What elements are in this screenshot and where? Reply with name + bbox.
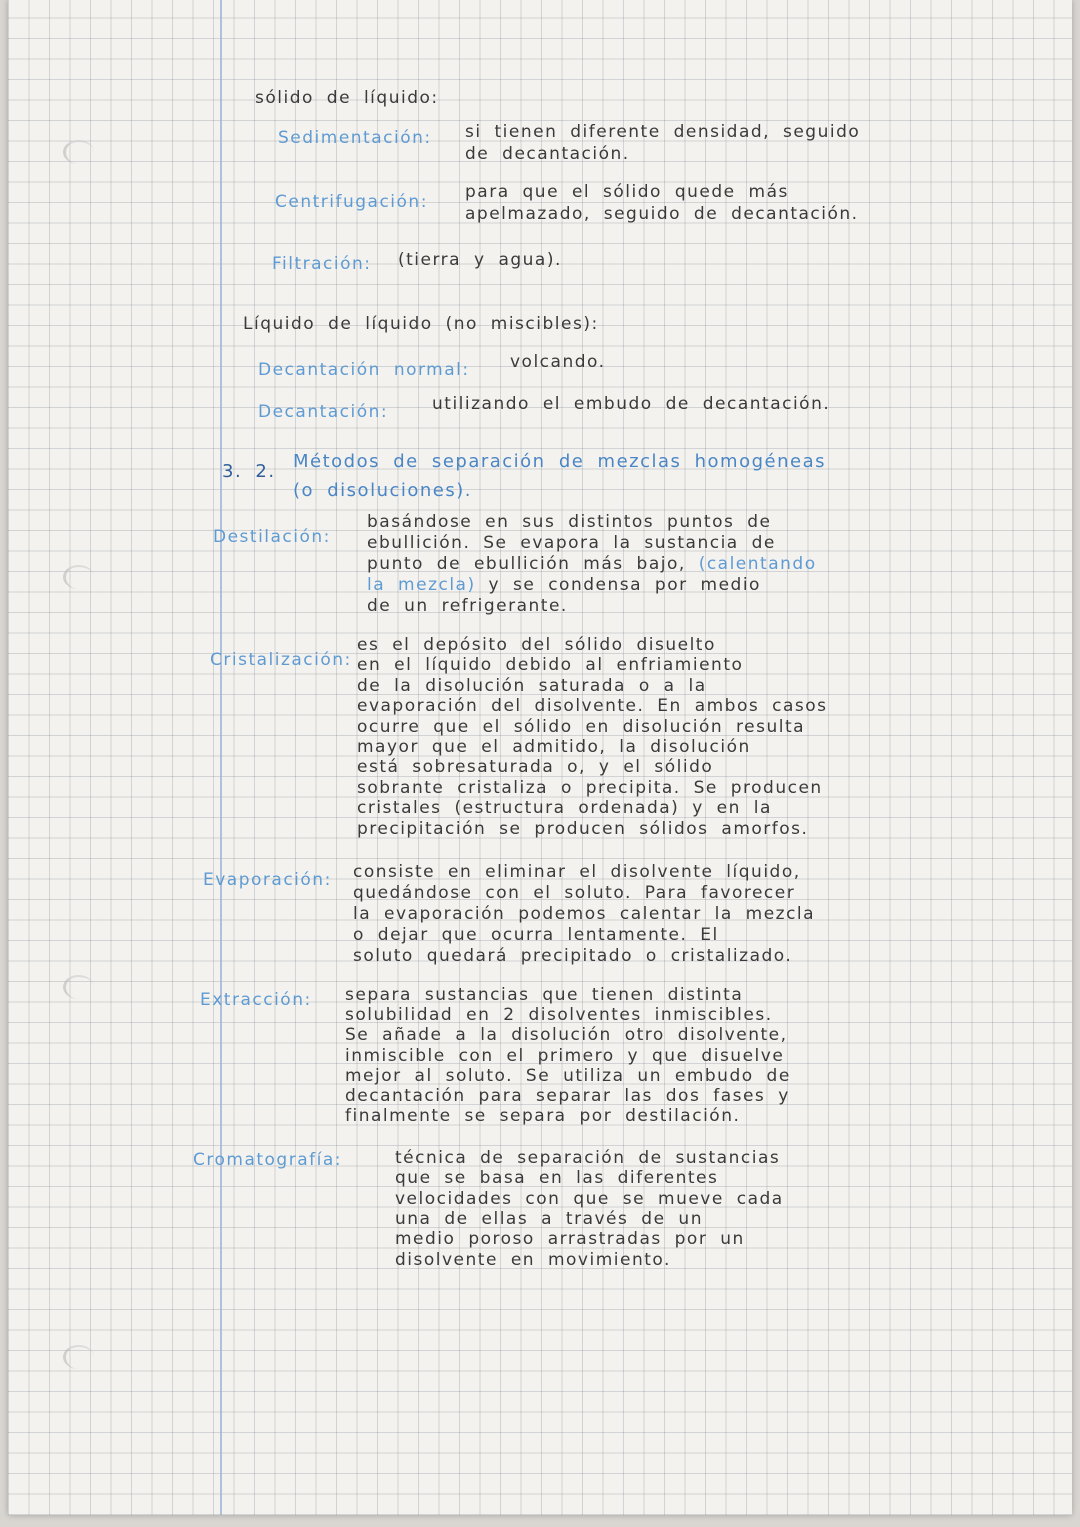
text-line xyxy=(357,635,716,655)
binder-hole xyxy=(63,975,94,999)
text-segment: decantación para separar las dos fases y xyxy=(345,1086,790,1106)
text-line xyxy=(353,925,719,945)
text-segment: la evaporación podemos calentar la mezcla xyxy=(353,904,816,924)
text-line xyxy=(357,676,707,696)
text-segment: inmiscible con el primero y que disuelve xyxy=(345,1045,785,1066)
text-line xyxy=(357,778,823,798)
section-title: Métodos de separación de mezclas homogéneas xyxy=(293,451,826,472)
method-label: Evaporación: xyxy=(203,870,332,890)
text-segment: técnica de separación de sustancias xyxy=(395,1148,781,1168)
text-line xyxy=(367,575,761,595)
text-line xyxy=(395,1209,703,1229)
text-segment: y se condensa por medio xyxy=(475,575,761,595)
text-segment: ocurre que el sólido en disolución resulta xyxy=(357,716,806,737)
text-segment: solubilidad en 2 disolventes inmiscibles. xyxy=(345,1005,773,1026)
highlighted-text: la mezcla) xyxy=(367,575,476,595)
text-line xyxy=(367,596,568,616)
text-segment: soluto quedará precipitado o cristalizado. xyxy=(353,946,793,966)
text-segment: está sobresaturada o, y el sólido xyxy=(357,757,714,778)
text-segment: Se añade a la disolución otro disolvente, xyxy=(345,1025,788,1046)
text-segment: consiste en eliminar el disolvente líquido, xyxy=(353,862,801,882)
text-segment: velocidades con que se mueve cada xyxy=(395,1188,784,1209)
text-line xyxy=(395,1148,780,1168)
text-line xyxy=(345,1086,790,1106)
text-line xyxy=(345,1005,773,1025)
label-decantacion-normal: Decantación normal: xyxy=(258,360,470,380)
binder-hole xyxy=(63,140,94,164)
text-segment: que se basa en las diferentes xyxy=(395,1168,719,1189)
text-line: si tienen diferente densidad, seguido xyxy=(465,122,861,142)
label-sedimentacion: Sedimentación: xyxy=(278,128,432,148)
text-segment: o dejar que ocurra lentamente. El xyxy=(353,925,719,945)
text-line xyxy=(353,883,795,903)
label-centrifugacion: Centrifugación: xyxy=(275,192,428,212)
text-segment: basándose en sus distintos puntos de xyxy=(367,512,772,532)
text-segment: mejor al soluto. Se utiliza un embudo de xyxy=(345,1065,791,1086)
text-line xyxy=(367,512,771,532)
text-line xyxy=(395,1250,671,1270)
text-segment: cristales (estructura ordenada) y en la xyxy=(357,798,772,819)
text-line xyxy=(345,1106,740,1126)
text-line xyxy=(395,1168,718,1188)
margin-line xyxy=(220,0,222,1515)
heading-liquido-liquido: Líquido de líquido (no miscibles): xyxy=(243,314,599,334)
text-line xyxy=(367,554,817,574)
method-label: Cristalización: xyxy=(210,650,352,670)
text-segment: de un refrigerante. xyxy=(367,596,568,616)
text-line: apelmazado, seguido de decantación. xyxy=(465,204,859,224)
binder-hole xyxy=(63,1345,94,1369)
text-line: volcando. xyxy=(510,352,606,372)
text-line xyxy=(345,1046,784,1066)
text-segment: punto de ebullición más bajo, xyxy=(367,554,699,574)
text-line xyxy=(367,533,776,553)
method-label: Destilación: xyxy=(213,527,331,547)
text-line xyxy=(357,737,751,757)
grid-paper-page xyxy=(8,0,1072,1515)
text-line xyxy=(395,1189,784,1209)
text-line xyxy=(357,655,743,675)
text-segment: separa sustancias que tienen distinta xyxy=(345,985,744,1005)
text-segment: disolvente en movimiento. xyxy=(395,1249,671,1270)
text-segment: precipitación se producen sólidos amorfos. xyxy=(357,818,809,839)
method-label: Cromatografía: xyxy=(193,1150,342,1170)
text-segment: una de ellas a través de un xyxy=(395,1208,703,1229)
text-segment: evaporación del disolvente. En ambos casos xyxy=(357,696,828,717)
section-number: 3. 2. xyxy=(222,461,276,482)
text-line xyxy=(345,1025,788,1045)
text-line: (tierra y agua). xyxy=(398,250,562,270)
text-line: utilizando el embudo de decantación. xyxy=(432,394,831,414)
text-line xyxy=(345,1066,791,1086)
text-line xyxy=(357,696,828,716)
text-segment: sobrante cristaliza o precipita. Se producen xyxy=(357,777,823,798)
text-line xyxy=(357,757,713,777)
section-subtitle: (o disoluciones). xyxy=(293,480,472,501)
text-segment: en el líquido debido al enfriamiento xyxy=(357,655,744,676)
text-line xyxy=(353,904,815,924)
text-segment: finalmente se separa por destilación. xyxy=(345,1106,741,1127)
label-decantacion: Decantación: xyxy=(258,402,389,422)
text-line xyxy=(357,717,805,737)
method-label: Extracción: xyxy=(200,990,312,1010)
text-line xyxy=(357,798,772,818)
heading-solido-liquido: sólido de líquido: xyxy=(255,88,439,108)
highlighted-text: (calentando xyxy=(698,554,817,574)
text-line: para que el sólido quede más xyxy=(465,182,789,202)
text-line xyxy=(395,1229,745,1249)
binder-hole xyxy=(63,565,94,589)
text-segment: de la disolución saturada o a la xyxy=(357,675,707,696)
text-line xyxy=(353,946,792,966)
text-segment: quedándose con el soluto. Para favorecer xyxy=(353,883,796,903)
text-line: de decantación. xyxy=(465,144,630,164)
text-line xyxy=(345,985,743,1005)
text-segment: ebullición. Se evapora la sustancia de xyxy=(367,533,776,553)
text-segment: es el depósito del sólido disuelto xyxy=(357,635,716,655)
text-segment: mayor que el admitido, la disolución xyxy=(357,737,751,757)
label-filtracion: Filtración: xyxy=(272,254,372,274)
text-line xyxy=(357,819,808,839)
text-segment: medio poroso arrastradas por un xyxy=(395,1229,745,1250)
text-line xyxy=(353,862,801,882)
